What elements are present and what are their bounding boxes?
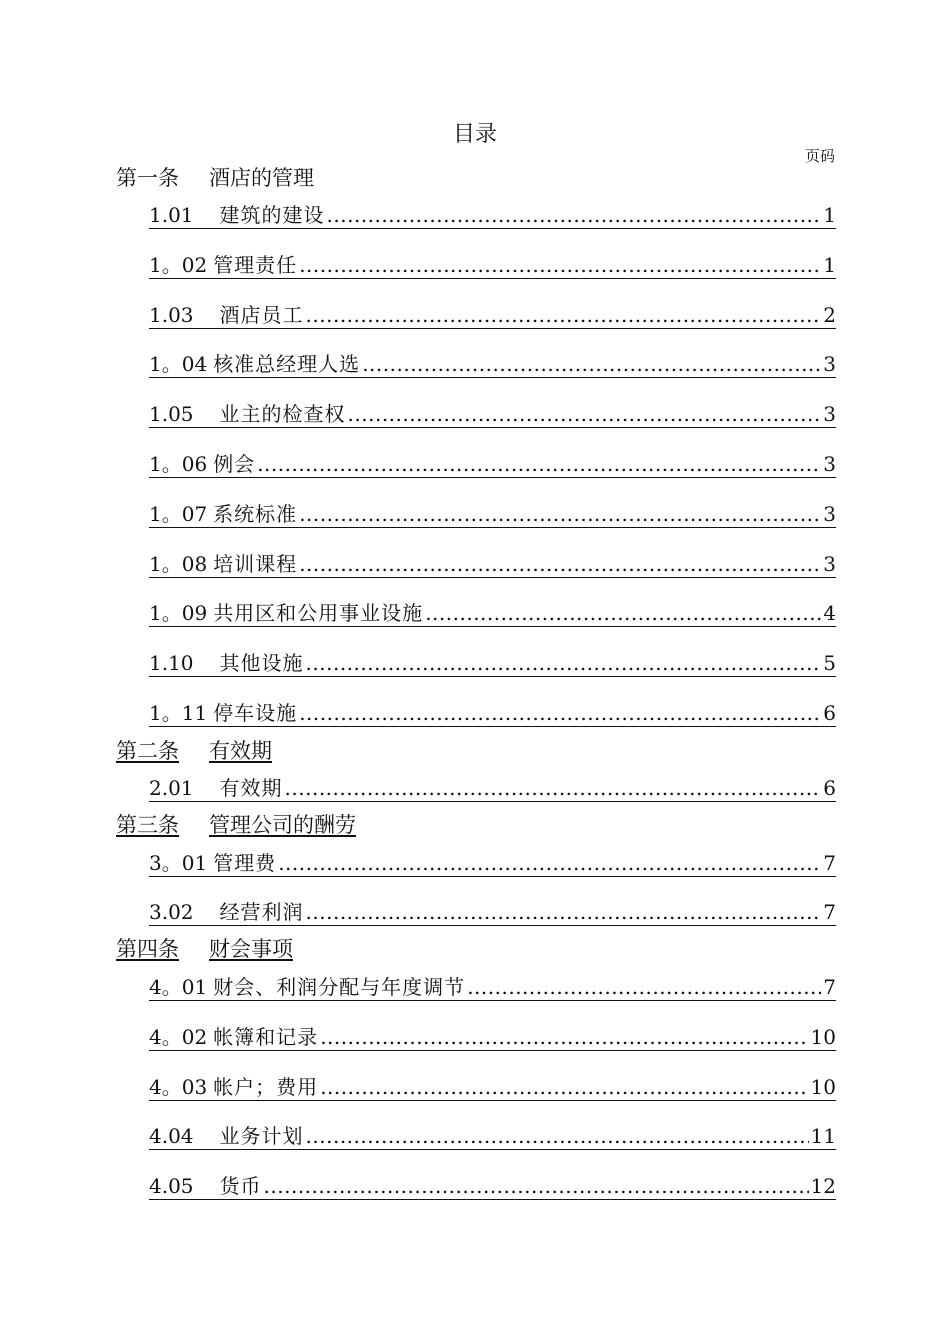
toc-entry[interactable]: [149, 550, 836, 578]
dot-leader: [306, 1122, 809, 1150]
toc-entry[interactable]: [149, 898, 836, 926]
section-label: 管理公司的酬劳: [209, 813, 356, 837]
toc-entry[interactable]: [149, 201, 836, 229]
toc-entry[interactable]: [149, 251, 836, 279]
dot-leader: [467, 973, 821, 1001]
section-number: 第二条: [116, 739, 179, 763]
dot-leader: [299, 699, 821, 727]
toc-entry[interactable]: [149, 849, 836, 877]
entry-page-number: 7: [823, 851, 836, 875]
entry-label: 帐簿和记录: [213, 1025, 319, 1049]
section-heading[interactable]: [116, 811, 356, 839]
dot-leader: [320, 1073, 808, 1101]
entry-label: 业务计划: [219, 1124, 304, 1148]
entry-number: 1。07: [149, 502, 208, 526]
entry-page-number: 3: [823, 502, 836, 526]
entry-page-number: 11: [810, 1124, 836, 1148]
dot-leader: [362, 350, 821, 378]
toc-entry[interactable]: [149, 500, 836, 528]
entry-label: 建筑的建设: [219, 203, 325, 227]
entry-number: 4。02: [149, 1025, 208, 1049]
entry-label: 共用区和公用事业设施: [213, 601, 424, 625]
section-number: 第四条: [116, 937, 179, 961]
entry-page-number: 1: [823, 203, 836, 227]
toc-entry[interactable]: [149, 301, 836, 329]
section-label: 有效期: [209, 739, 272, 763]
entry-number: 1。06: [149, 452, 208, 476]
entry-number: 2.01: [149, 776, 194, 800]
entry-page-number: 6: [823, 776, 836, 800]
entry-page-number: 3: [823, 352, 836, 376]
entry-page-number: 3: [823, 552, 836, 576]
entry-page-number: 7: [823, 900, 836, 924]
entry-page-number: 6: [823, 701, 836, 725]
entry-label: 系统标准: [213, 502, 298, 526]
dot-leader: [320, 1023, 808, 1051]
dot-leader: [299, 251, 821, 279]
entry-number: 1。11: [149, 701, 208, 725]
toc-entry[interactable]: [149, 699, 836, 727]
toc-entry[interactable]: [149, 450, 836, 478]
entry-label: 核准总经理人选: [213, 352, 361, 376]
entry-page-number: 7: [823, 975, 836, 999]
entry-page-number: 10: [810, 1075, 836, 1099]
page-number-label: 页码: [804, 147, 835, 165]
toc-entry[interactable]: [149, 1122, 836, 1150]
toc-entry[interactable]: [149, 1023, 836, 1051]
section-heading[interactable]: [116, 737, 272, 765]
toc-entry[interactable]: [149, 774, 836, 802]
entry-page-number: 3: [823, 452, 836, 476]
entry-number: 1.03: [149, 303, 194, 327]
dot-leader: [306, 898, 822, 926]
dot-leader: [306, 301, 822, 329]
toc-entry[interactable]: [149, 400, 836, 428]
entry-number: 1。08: [149, 552, 208, 576]
toc-entry[interactable]: [149, 1172, 836, 1200]
entry-page-number: 3: [823, 402, 836, 426]
dot-leader: [299, 500, 821, 528]
entry-number: 1。02: [149, 253, 208, 277]
entry-label: 货币: [219, 1174, 262, 1198]
entry-page-number: 2: [823, 303, 836, 327]
entry-page-number: 10: [810, 1025, 836, 1049]
entry-label: 经营利润: [219, 900, 304, 924]
dot-leader: [306, 649, 822, 677]
entry-number: 1。09: [149, 601, 208, 625]
entry-page-number: 4: [823, 601, 836, 625]
entry-page-number: 1: [823, 253, 836, 277]
entry-label: 财会、利润分配与年度调节: [213, 975, 466, 999]
entry-number: 3。01: [149, 851, 208, 875]
entry-number: 4。03: [149, 1075, 208, 1099]
entry-label: 业主的检查权: [219, 402, 346, 426]
entry-label: 培训课程: [213, 552, 298, 576]
dot-leader: [425, 599, 821, 627]
entry-label: 例会: [213, 452, 256, 476]
entry-number: 1.01: [149, 203, 194, 227]
section-number: 第三条: [116, 813, 179, 837]
entry-page-number: 12: [810, 1174, 836, 1198]
section-label: 财会事项: [209, 937, 293, 961]
dot-leader: [278, 849, 821, 877]
entry-number: 4。01: [149, 975, 208, 999]
toc-entry[interactable]: [149, 1073, 836, 1101]
toc-entry[interactable]: [149, 649, 836, 677]
dot-leader: [264, 1172, 809, 1200]
entry-label: 有效期: [219, 776, 283, 800]
entry-number: 1.10: [149, 651, 194, 675]
dot-leader: [348, 400, 822, 428]
toc-entry[interactable]: [149, 350, 836, 378]
entry-label: 管理责任: [213, 253, 298, 277]
entry-page-number: 5: [823, 651, 836, 675]
dot-leader: [257, 450, 821, 478]
entry-number: 1.05: [149, 402, 194, 426]
entry-label: 管理费: [213, 851, 277, 875]
section-heading[interactable]: [116, 164, 314, 192]
dot-leader: [327, 201, 822, 229]
section-label: 酒店的管理: [209, 166, 314, 190]
entry-number: 4.05: [149, 1174, 194, 1198]
dot-leader: [299, 550, 821, 578]
dot-leader: [285, 774, 822, 802]
section-heading[interactable]: [116, 935, 293, 963]
toc-entry[interactable]: [149, 599, 836, 627]
entry-label: 帐户；费用: [213, 1075, 319, 1099]
entry-number: 1。04: [149, 352, 208, 376]
entry-label: 停车设施: [213, 701, 298, 725]
entry-number: 3.02: [149, 900, 194, 924]
toc-entry[interactable]: [149, 973, 836, 1001]
entry-label: 酒店员工: [219, 303, 304, 327]
section-number: 第一条: [116, 166, 179, 190]
entry-number: 4.04: [149, 1124, 194, 1148]
entry-label: 其他设施: [219, 651, 304, 675]
toc-title: 目录: [452, 122, 497, 147]
